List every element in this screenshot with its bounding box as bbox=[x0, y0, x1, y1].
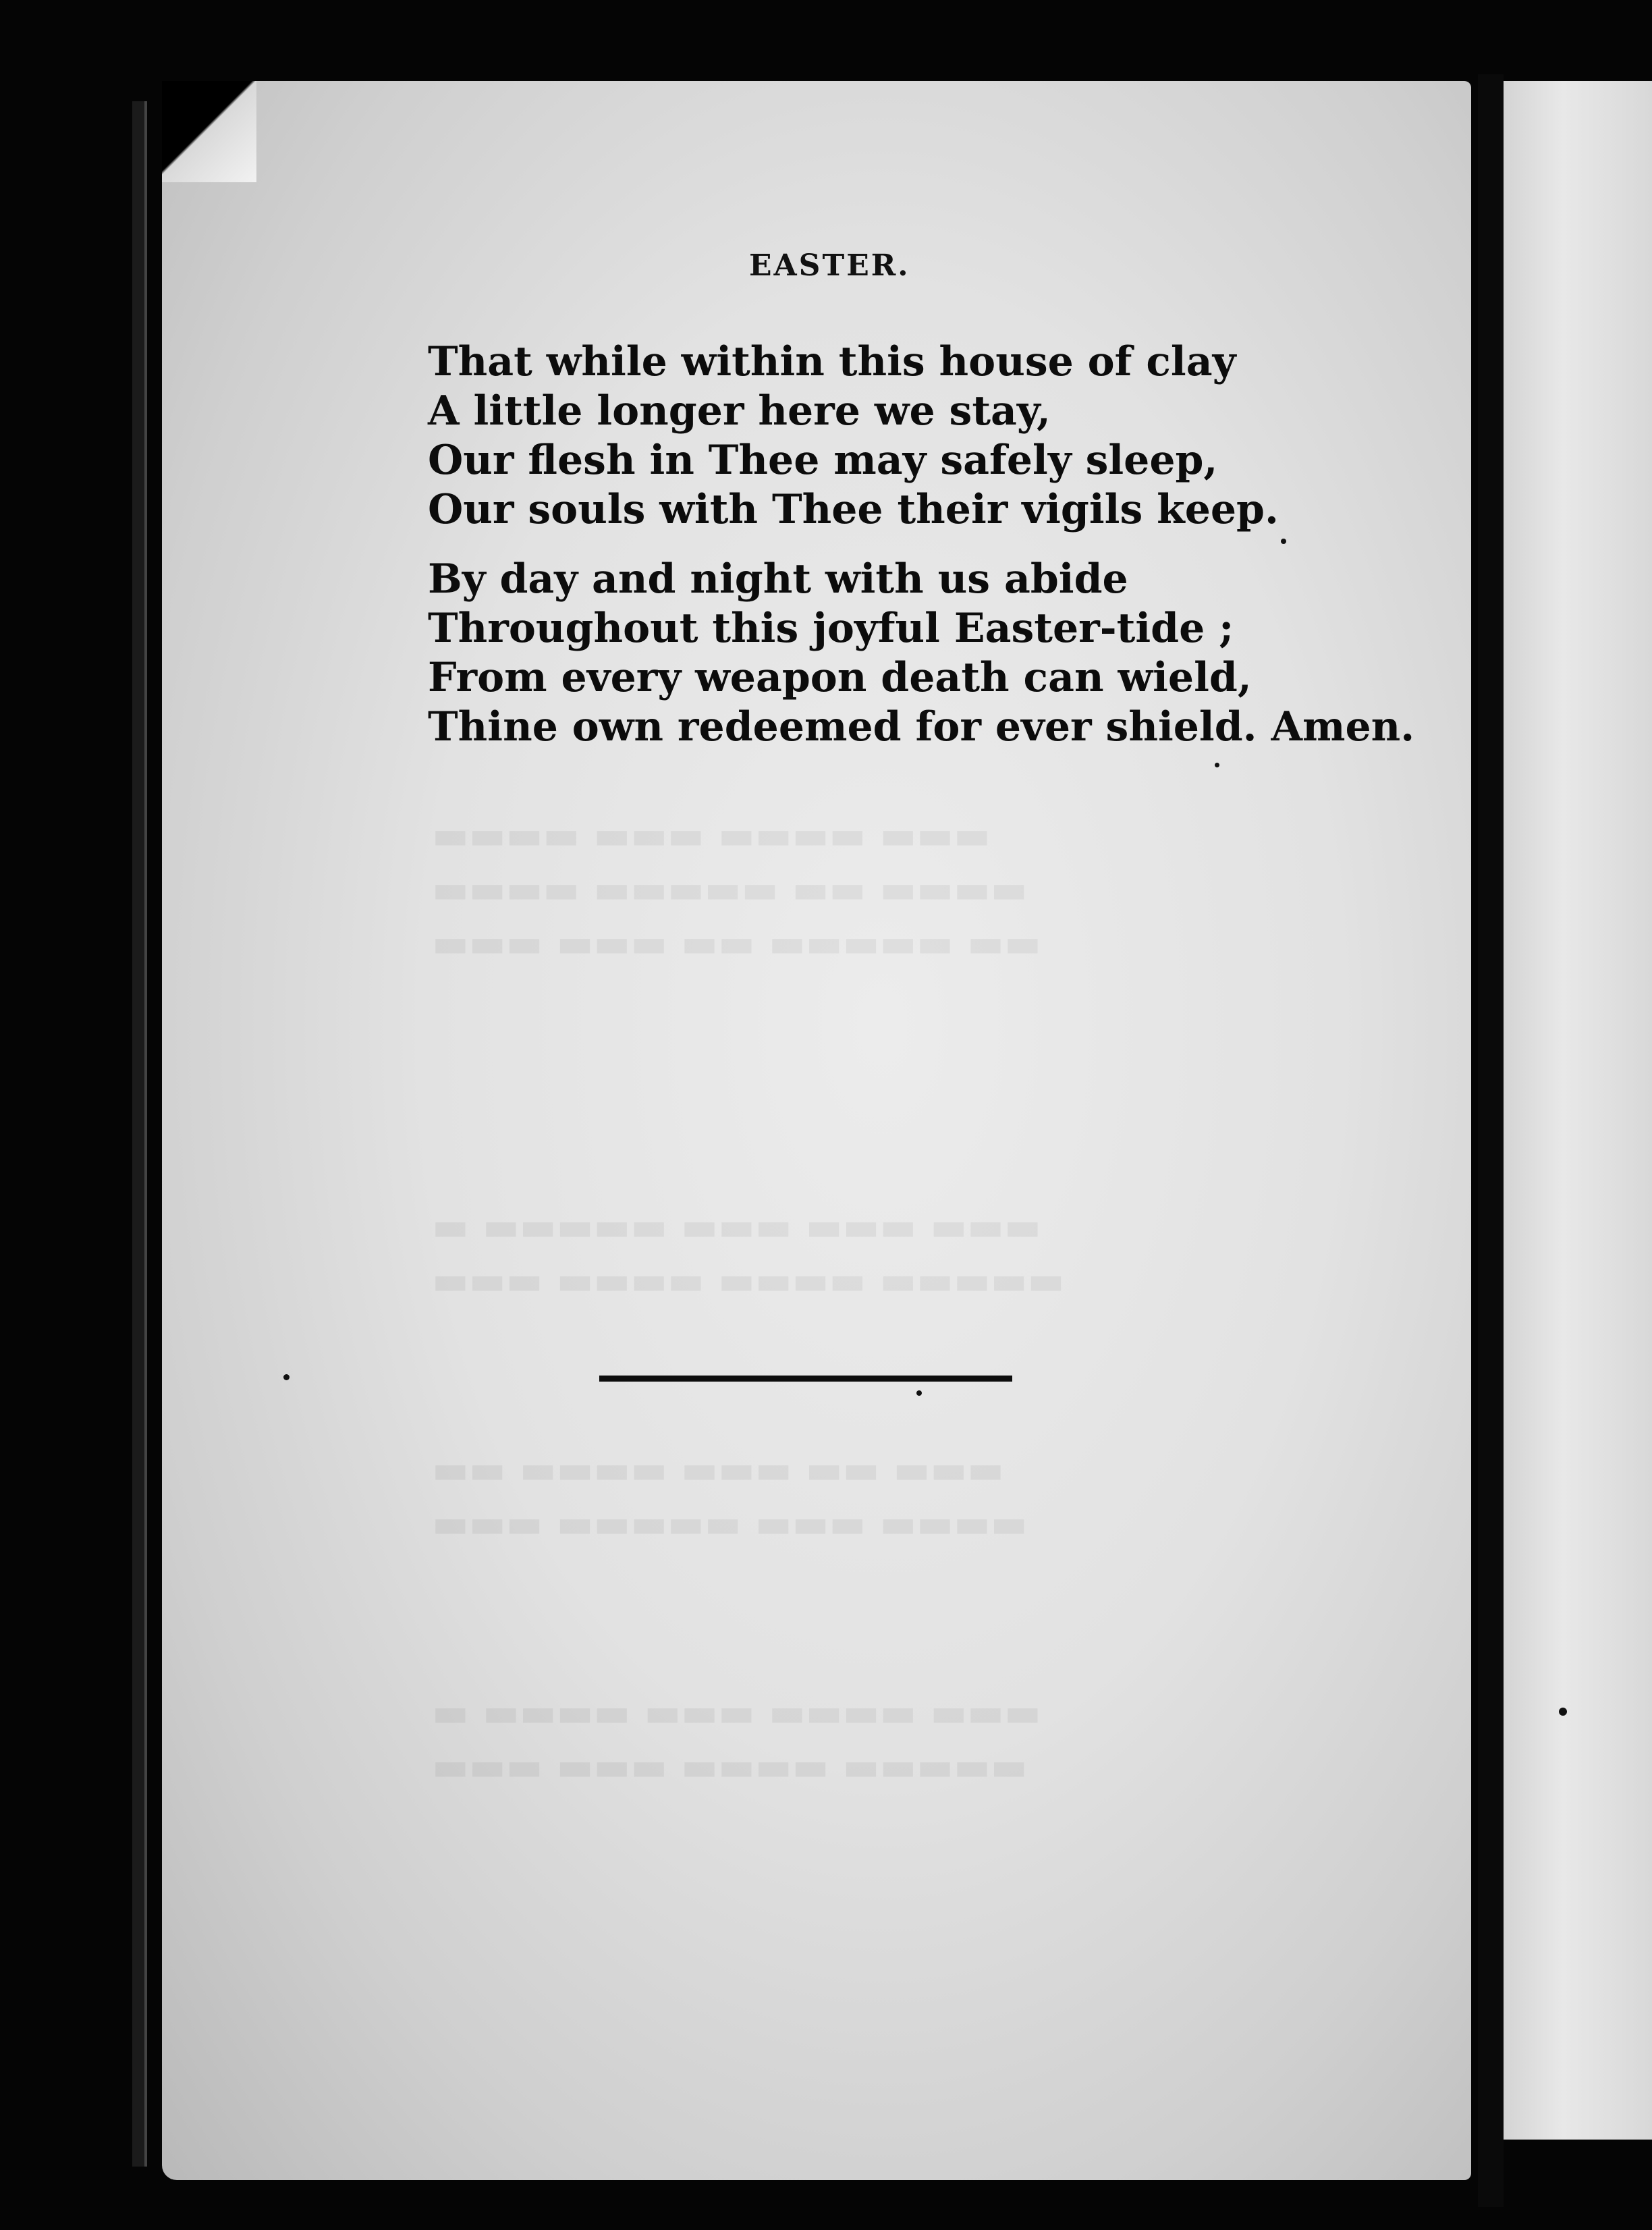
verse-line: Our souls with Thee their vigils keep. bbox=[428, 486, 1279, 533]
show-through-smudge: ▬ ▬▬▬▬ ▬▬▬ ▬▬▬▬ ▬▬▬ bbox=[432, 1689, 1041, 1735]
verse-line: Thine own redeemed for ever shield. Amen. bbox=[428, 703, 1415, 751]
page-header: EASTER. bbox=[749, 248, 910, 283]
show-through-smudge: ▬▬▬ ▬▬▬ ▬▬▬▬ ▬▬▬▬▬ bbox=[432, 1743, 1028, 1789]
show-through-smudge: ▬▬▬ ▬▬▬▬▬ ▬▬▬ ▬▬▬▬ bbox=[432, 1500, 1028, 1546]
book-gutter bbox=[1478, 74, 1504, 2207]
verse-line: From every weapon death can wield, bbox=[428, 654, 1252, 701]
facing-page-edge bbox=[1504, 81, 1652, 2140]
show-through-smudge: ▬▬▬▬ ▬▬▬▬▬ ▬▬ ▬▬▬▬ bbox=[432, 866, 1028, 912]
ink-speck bbox=[1281, 539, 1286, 544]
show-through-smudge: ▬▬▬ ▬▬▬ ▬▬ ▬▬▬▬▬ ▬▬ bbox=[432, 920, 1041, 966]
show-through-smudge: ▬▬ ▬▬▬▬ ▬▬▬ ▬▬ ▬▬▬ bbox=[432, 1446, 1004, 1492]
hymn-stanza bbox=[428, 555, 1414, 752]
ink-speck bbox=[1559, 1708, 1567, 1716]
ink-speck bbox=[283, 1374, 290, 1380]
section-divider-rule bbox=[599, 1376, 1012, 1382]
ink-speck bbox=[1215, 763, 1219, 767]
show-through-smudge: ▬▬▬▬ ▬▬▬ ▬▬▬▬ ▬▬▬ bbox=[432, 812, 991, 858]
hymn-stanza bbox=[428, 337, 1279, 535]
verse-line: That while within this house of clay bbox=[428, 338, 1236, 385]
page-corner-fold bbox=[162, 81, 256, 182]
show-through-smudge: ▬▬▬ ▬▬▬▬ ▬▬▬▬ ▬▬▬▬▬ bbox=[432, 1257, 1065, 1303]
verse-line: A little longer here we stay, bbox=[428, 387, 1051, 435]
verse-line: Throughout this joyful Easter-tide ; bbox=[428, 605, 1234, 652]
ink-speck bbox=[916, 1390, 922, 1396]
book-spine-edge bbox=[132, 101, 147, 2167]
verse-line: Our flesh in Thee may safely sleep, bbox=[428, 437, 1218, 484]
verse-line: By day and night with us abide bbox=[428, 555, 1128, 603]
show-through-smudge: ▬ ▬▬▬▬▬ ▬▬▬ ▬▬▬ ▬▬▬ bbox=[432, 1203, 1041, 1249]
